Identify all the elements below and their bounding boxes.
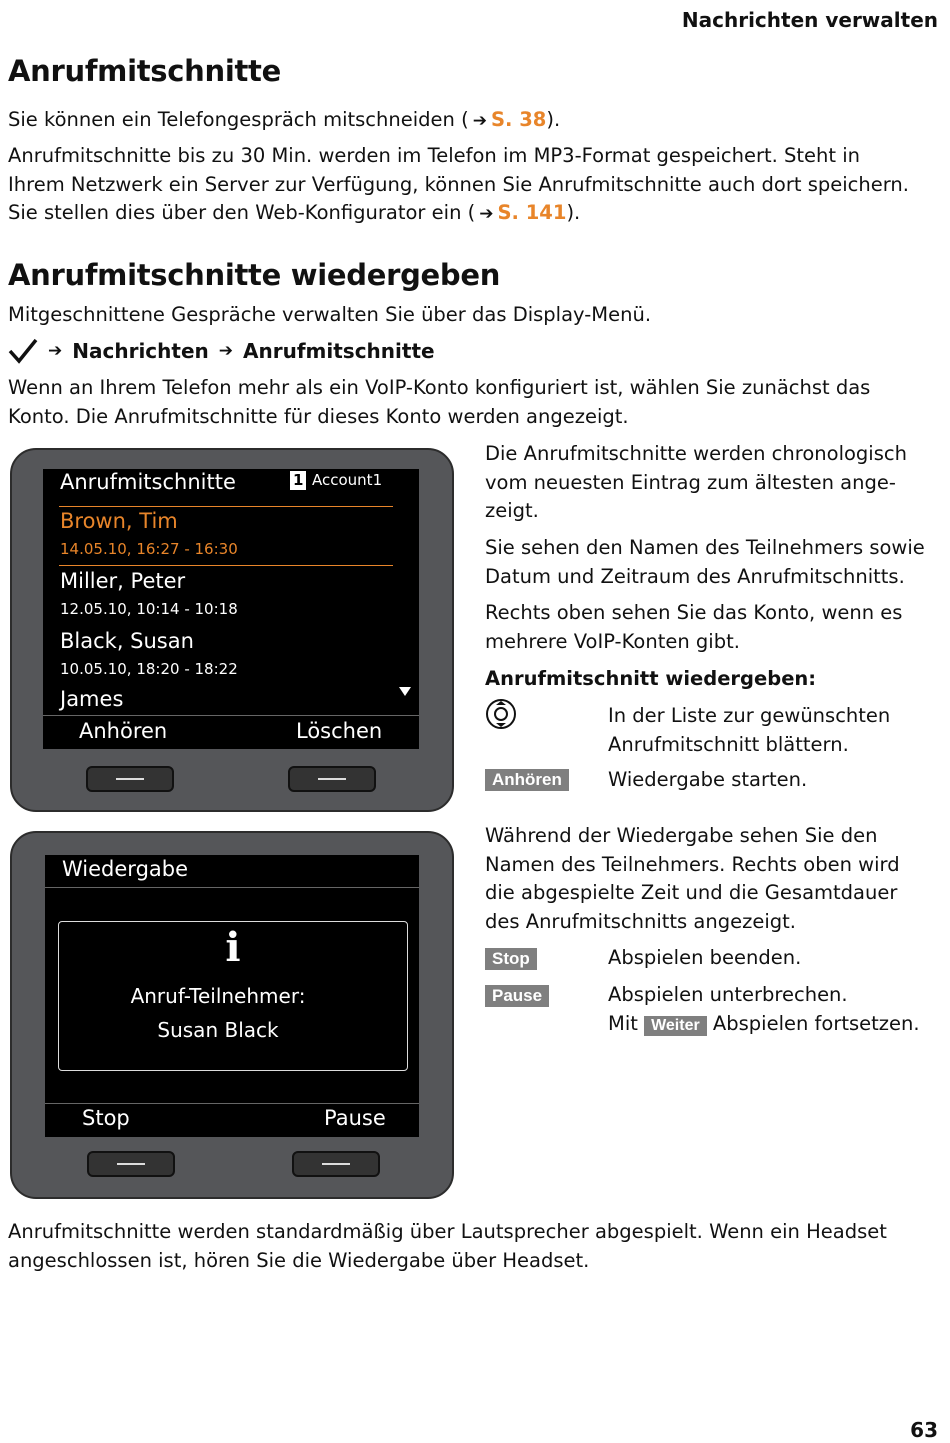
- title-divider: [45, 887, 419, 888]
- paragraph-line: die abgespielte Zeit und die Gesamtdauer: [485, 881, 898, 904]
- paragraph-line: Anrufmitschnitt blättern.: [608, 732, 849, 756]
- page-reference-link[interactable]: S. 141: [497, 201, 567, 224]
- paragraph-line: Während der Wiedergabe sehen Sie den: [485, 824, 878, 847]
- paragraph-intro: [8, 106, 560, 136]
- subheading-play: Anrufmitschnitt wiedergeben:: [485, 667, 817, 690]
- arrow-right-icon: ➔: [218, 341, 234, 361]
- display-screen: [43, 469, 419, 749]
- paragraph-text: ).: [546, 108, 561, 131]
- paragraph-line: Anrufmitschnitte werden standardmäßig über Lautsprecher abgespielt. Wenn ein Headset: [8, 1220, 887, 1243]
- list-item[interactable]: [43, 627, 419, 685]
- softkey-label-anhoeren[interactable]: Anhören: [79, 719, 168, 743]
- key-weiter: Weiter: [644, 1016, 707, 1036]
- page-number: 63: [910, 1418, 938, 1442]
- section-title-wiedergeben: Anrufmitschnitte wiedergeben: [8, 258, 501, 292]
- key-label: Stop: [485, 948, 537, 970]
- paragraph-text: Sie stellen dies über den Web-Konfigurator ein (: [8, 201, 476, 224]
- key-description: Abspielen beenden.: [608, 946, 802, 969]
- info-label: Anruf-Teilnehmer:: [130, 984, 306, 1008]
- info-icon: i: [225, 924, 241, 971]
- list-item-name: Miller, Peter: [60, 569, 186, 593]
- paragraph-line: Konto. Die Anrufmitschnitte für dieses Konto werden angezeigt.: [8, 404, 629, 428]
- paragraph-storage: [8, 142, 909, 229]
- running-header: Nachrichten verwalten: [681, 8, 938, 32]
- menu-path-item: Anrufmitschnitte: [243, 339, 435, 363]
- paragraph-line: Abspielen unterbrechen.: [608, 983, 848, 1006]
- paragraph-line: Rechts oben sehen Sie das Konto, wenn es: [485, 601, 903, 624]
- softkey-label-stop[interactable]: Stop: [82, 1106, 130, 1130]
- paragraph-line: Ihrem Netzwerk ein Server zur Verfügung, können Sie Anrufmitschnitte auch dort speichern.: [8, 172, 909, 196]
- softkey-divider: [43, 715, 419, 716]
- left-softkey-button[interactable]: [87, 1151, 175, 1177]
- phone-display-playback: [10, 831, 454, 1199]
- softkey-divider: [45, 1103, 419, 1104]
- screen-title: Wiedergabe: [62, 857, 189, 881]
- arrow-right-icon: ➔: [479, 204, 494, 224]
- list-item-time: 12.05.10, 10:14 - 10:18: [60, 600, 238, 618]
- key-description: Wiedergabe starten.: [608, 768, 808, 791]
- paragraph-headset: [8, 1218, 887, 1275]
- account-name: Account1: [312, 471, 383, 489]
- phone-display-list: [10, 448, 454, 812]
- paragraph-line: Sie sehen den Namen des Teilnehmers sowie: [485, 536, 925, 559]
- description-details: [485, 534, 925, 591]
- key-label: Anhören: [485, 769, 569, 791]
- checkmark-icon: [8, 338, 38, 364]
- description-list: [485, 440, 907, 526]
- description-playback: [485, 822, 900, 936]
- paragraph-line: zeigt.: [485, 499, 539, 522]
- paragraph-text: Sie können ein Telefongespräch mitschneiden (: [8, 108, 469, 131]
- menu-path: [8, 338, 435, 364]
- key-pause: [485, 985, 549, 1007]
- screen-title: Anrufmitschnitte: [60, 470, 236, 494]
- paragraph-line: Wenn an Ihrem Telefon mehr als ein VoIP-Konto konfiguriert ist, wählen Sie zunächst das: [8, 376, 871, 399]
- scroll-down-icon: [399, 687, 411, 696]
- paragraph-text: Mit: [608, 1011, 638, 1035]
- left-softkey-button[interactable]: [86, 766, 174, 792]
- key-label: Pause: [485, 985, 549, 1007]
- arrow-right-icon: ➔: [48, 341, 63, 361]
- paragraph-line: mehrere VoIP-Konten gibt.: [485, 629, 740, 653]
- paragraph-line: angeschlossen ist, hören Sie die Wiedergabe über Headset.: [8, 1248, 590, 1272]
- navigation-key-icon: [485, 698, 517, 730]
- page-reference-link[interactable]: S. 38: [490, 108, 547, 131]
- account-number-badge: 1: [290, 471, 306, 490]
- softkey-label-pause[interactable]: Pause: [324, 1106, 386, 1130]
- list-item-name: James: [60, 687, 124, 711]
- paragraph-line: Namen des Teilnehmers. Rechts oben wird: [485, 852, 900, 876]
- menu-path-item: Nachrichten: [72, 339, 209, 363]
- description-account: [485, 599, 902, 656]
- list-item-name: Black, Susan: [60, 629, 194, 653]
- info-dialog: [58, 921, 408, 1071]
- paragraph-line: Anrufmitschnitte bis zu 30 Min. werden im Telefon im MP3-Format gespeichert. Steht in: [8, 144, 861, 167]
- paragraph-line: Die Anrufmitschnitte werden chronologisch: [485, 442, 907, 465]
- nav-description: [608, 702, 890, 759]
- paragraph-text: Abspielen fortsetzen.: [712, 1011, 920, 1035]
- list-item-time: 14.05.10, 16:27 - 16:30: [60, 540, 238, 558]
- paragraph-line: vom neuesten Eintrag zum ältesten ange-: [485, 470, 896, 494]
- selection-line: [59, 565, 393, 566]
- paragraph-line: In der Liste zur gewünschten: [608, 704, 891, 727]
- softkey-label-loeschen[interactable]: Löschen: [296, 719, 383, 743]
- paragraph-line: [608, 1010, 920, 1039]
- paragraph-line: des Anrufmitschnitts angezeigt.: [485, 909, 796, 933]
- right-softkey-button[interactable]: [288, 766, 376, 792]
- section-title-anrufmitschnitte: Anrufmitschnitte: [8, 54, 281, 88]
- key-anhoeren: [485, 769, 569, 791]
- right-softkey-button[interactable]: [292, 1151, 380, 1177]
- list-item-time: 10.05.10, 18:20 - 18:22: [60, 660, 238, 678]
- paragraph-menu-intro: Mitgeschnittene Gespräche verwalten Sie über das Display-Menü.: [8, 303, 652, 326]
- display-screen: [45, 855, 419, 1137]
- key-description: [608, 981, 920, 1038]
- info-value: Susan Black: [157, 1018, 279, 1042]
- list-item-selected[interactable]: [43, 507, 419, 565]
- list-item-name: Brown, Tim: [60, 509, 178, 533]
- list-item[interactable]: [43, 685, 419, 715]
- paragraph-line: [8, 199, 909, 229]
- paragraph-line: Datum und Zeitraum des Anrufmitschnitts.: [485, 564, 905, 588]
- paragraph-account: [8, 374, 870, 431]
- list-item[interactable]: [43, 567, 419, 625]
- arrow-right-icon: ➔: [472, 111, 487, 131]
- paragraph-text: ).: [566, 201, 581, 224]
- key-stop: [485, 948, 537, 970]
